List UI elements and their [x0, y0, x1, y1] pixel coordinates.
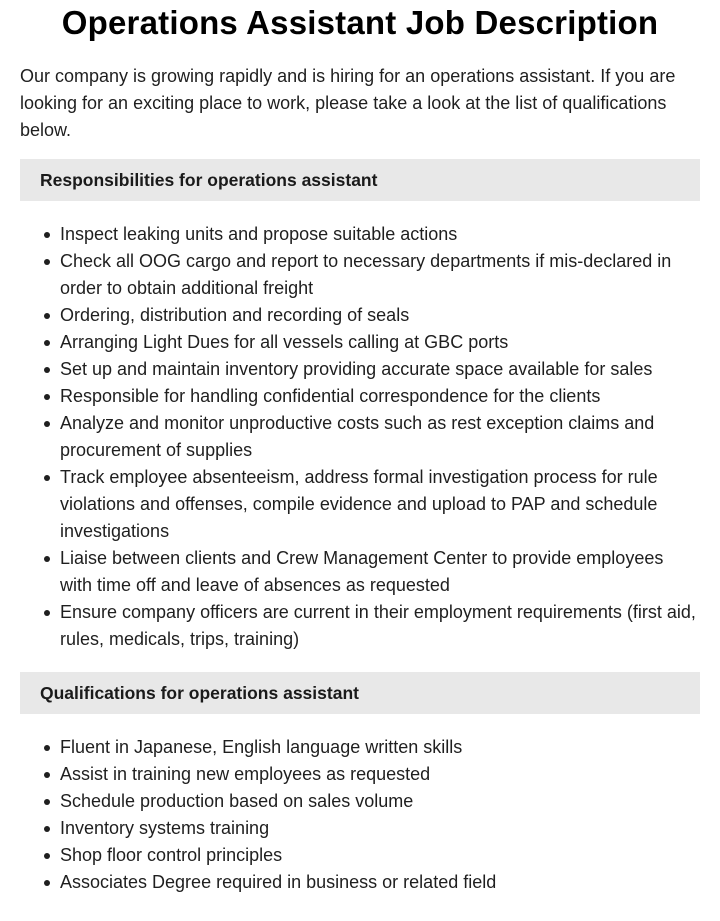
- page-title: Operations Assistant Job Description: [61, 4, 659, 41]
- list-item: Check all OOG cargo and report to necessary departments if mis-declared in order to obtain additional freight: [60, 248, 700, 302]
- responsibilities-list: [20, 221, 700, 653]
- list-item: Ordering, distribution and recording of seals: [60, 302, 700, 329]
- list-item: Set up and maintain inventory providing accurate space available for sales: [60, 356, 700, 383]
- list-item: Liaise between clients and Crew Management Center to provide employees with time off and leave of absences as requested: [60, 545, 700, 599]
- qualifications-list: [20, 734, 700, 896]
- list-item: Track employee absenteeism, address formal investigation process for rule violations and offenses, compile evidence and upload to PAP and schedule investigations: [60, 464, 700, 545]
- list-item: Fluent in Japanese, English language written skills: [60, 734, 700, 761]
- list-item: Responsible for handling confidential correspondence for the clients: [60, 383, 700, 410]
- list-item: Shop floor control principles: [60, 842, 700, 869]
- list-item: Associates Degree required in business or related field: [60, 869, 700, 896]
- list-item: Arranging Light Dues for all vessels calling at GBC ports: [60, 329, 700, 356]
- list-item: Schedule production based on sales volume: [60, 788, 700, 815]
- qualifications-heading: Qualifications for operations assistant: [20, 672, 700, 714]
- intro-paragraph: Our company is growing rapidly and is hiring for an operations assistant. If you are looking for an exciting place to work, please take a look at the list of qualifications below.: [20, 66, 676, 140]
- responsibilities-heading: Responsibilities for operations assistant: [20, 159, 700, 201]
- list-item: Analyze and monitor unproductive costs such as rest exception claims and procurement of supplies: [60, 410, 700, 464]
- list-item: Inventory systems training: [60, 815, 700, 842]
- list-item: Inspect leaking units and propose suitable actions: [60, 221, 700, 248]
- list-item: Assist in training new employees as requested: [60, 761, 700, 788]
- list-item: Ensure company officers are current in their employment requirements (first aid, rules, medicals, trips, training): [60, 599, 700, 653]
